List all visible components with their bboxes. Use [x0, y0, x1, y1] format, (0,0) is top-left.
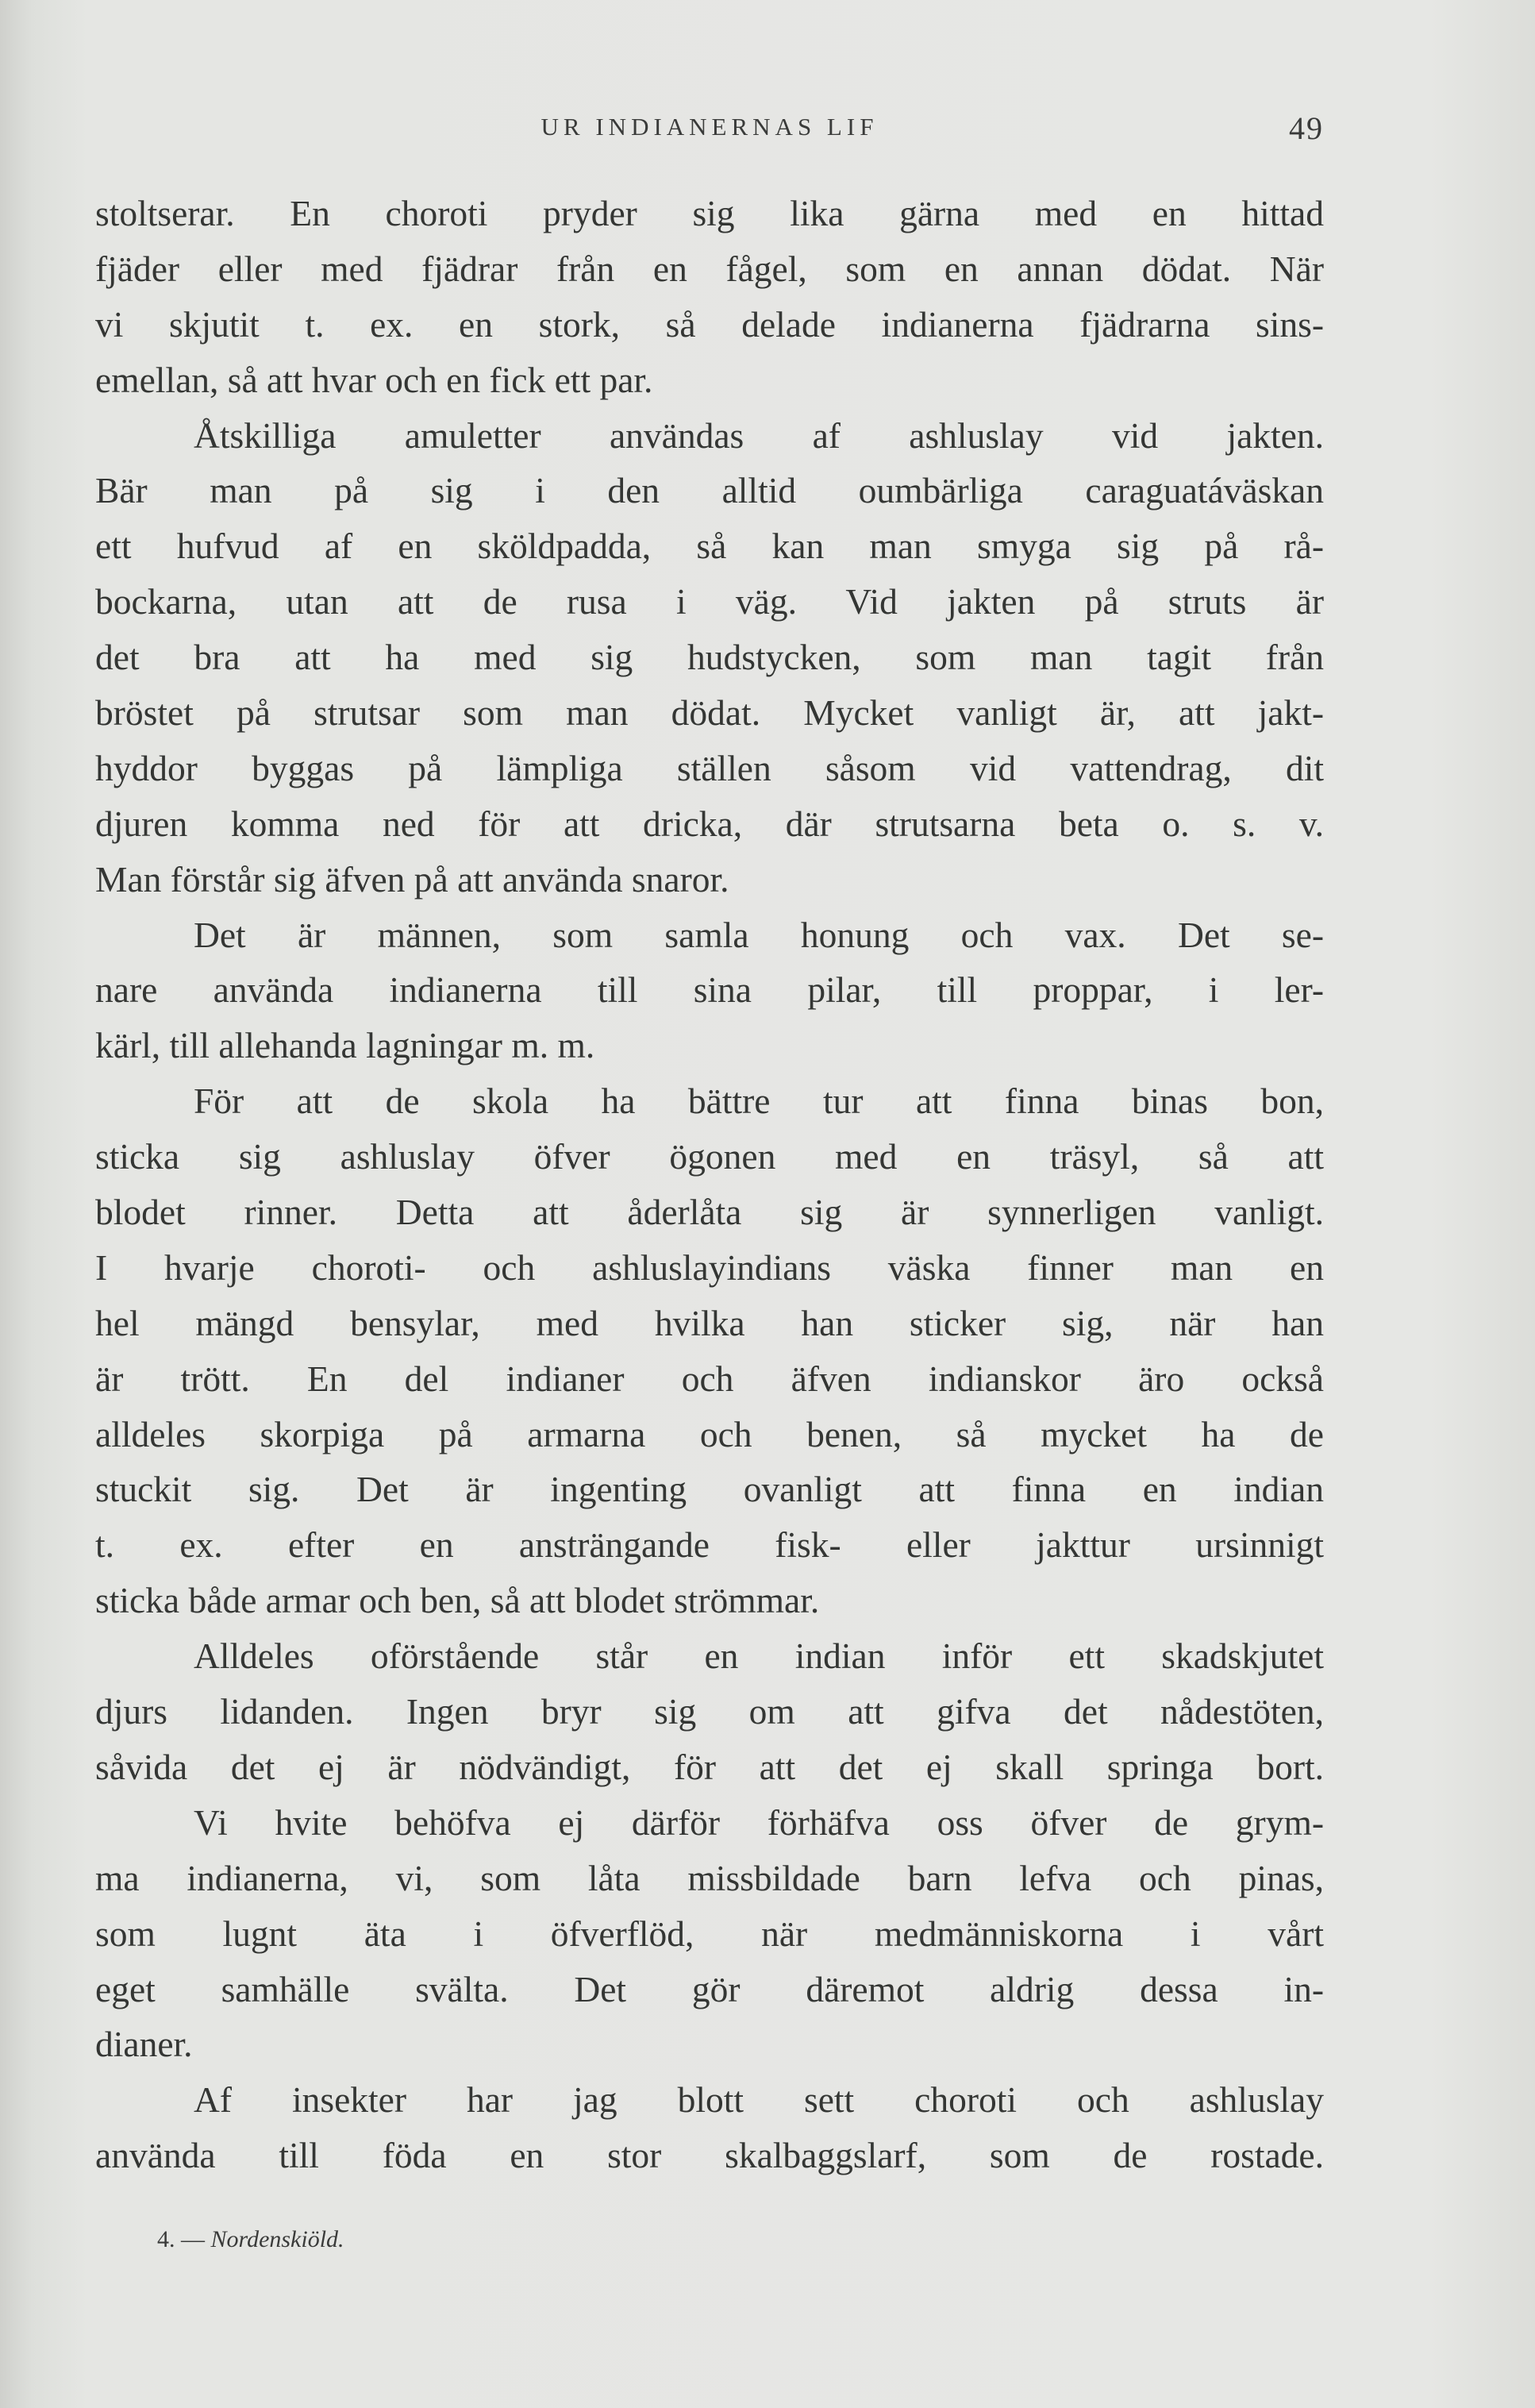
text-line: djuren komma ned för att dricka, där strutsarna beta o. s. v.	[95, 803, 1324, 844]
text-line: Åtskilliga amuletter användas af ashluslay vid jakten.	[194, 414, 1324, 456]
text-line: hyddor byggas på lämpliga ställen såsom vid vattendrag, dit	[95, 747, 1324, 788]
footer-author: Nordenskiöld.	[210, 2226, 344, 2252]
text-line: bockarna, utan att de rusa i väg. Vid jakten på struts är	[95, 581, 1324, 622]
text-line: För att de skola ha bättre tur att finna binas bon,	[194, 1081, 1324, 1122]
text-line: blodet rinner. Detta att åderlåta sig är synnerligen vanligt.	[95, 1192, 1324, 1233]
text-line: t. ex. efter en ansträngande fisk- eller jakttur ursinnigt	[95, 1524, 1324, 1566]
text-line: ma indianerna, vi, som låta missbildade barn lefva och pinas,	[95, 1857, 1324, 1898]
text-line: sticka sig ashluslay öfver ögonen med en träsyl, så att	[95, 1136, 1324, 1177]
text-line: bröstet på strutsar som man dödat. Mycket vanligt är, att jakt-	[95, 692, 1324, 734]
text-line: sticka både armar och ben, så att blodet strömmar.	[95, 1580, 820, 1621]
text-line: I hvarje choroti- och ashluslayindians väska finner man en	[95, 1246, 1324, 1288]
text-line: Det är männen, som samla honung och vax. Det se-	[194, 914, 1324, 955]
page-number: 49	[1289, 110, 1324, 146]
text-line: är trött. En del indianer och äfven indianskor äro också	[95, 1358, 1324, 1399]
text-line: emellan, så att hvar och en fick ett par.	[95, 359, 653, 400]
text-line: alldeles skorpiga på armarna och benen, så mycket ha de	[95, 1413, 1324, 1454]
page-footer	[157, 2226, 344, 2253]
text-line: djurs lidanden. Ingen bryr sig om att gifva det nådestöten,	[95, 1691, 1324, 1732]
text-line: stuckit sig. Det är ingenting ovanligt att finna en indian	[95, 1469, 1324, 1510]
text-line: kärl, till allehanda lagningar m. m.	[95, 1025, 595, 1066]
body-text	[95, 186, 1324, 2183]
text-line: det bra att ha med sig hudstycken, som man tagit från	[95, 637, 1324, 678]
signature-mark: 4. —	[157, 2226, 205, 2252]
text-line: ett hufvud af en sköldpadda, så kan man smyga sig på rå-	[95, 526, 1324, 567]
text-line: som lugnt äta i öfverflöd, när medmänniskorna i vårt	[95, 1913, 1324, 1954]
text-line: fjäder eller med fjädrar från en fågel, som en annan dödat. När	[95, 248, 1324, 289]
text-line: Af insekter har jag blott sett choroti och ashluslay	[194, 2079, 1324, 2121]
running-title: UR INDIANERNAS LIF	[541, 113, 879, 141]
text-line: hel mängd bensylar, med hvilka han sticker sig, när han	[95, 1302, 1324, 1343]
text-line: Man förstår sig äfven på att använda snaror.	[95, 858, 729, 900]
text-line: såvida det ej är nödvändigt, för att det ej skall springa bort.	[95, 1746, 1324, 1787]
text-line: dianer.	[95, 2024, 193, 2065]
text-line: vi skjutit t. ex. en stork, så delade indianerna fjädrarna sins-	[95, 303, 1324, 345]
text-line: eget samhälle svälta. Det gör däremot aldrig dessa in-	[95, 1968, 1324, 2009]
text-line: Bär man på sig i den alltid oumbärliga caraguatáväskan	[95, 470, 1324, 511]
text-line: Alldeles oförstående står en indian inför ett skadskjutet	[194, 1636, 1324, 1677]
text-line: stoltserar. En choroti pryder sig lika gärna med en hittad	[95, 193, 1324, 233]
page-header	[95, 110, 1324, 157]
text-line: nare använda indianerna till sina pilar, till proppar, i ler-	[95, 969, 1324, 1011]
text-line: använda till föda en stor skalbaggslarf, som de rostade.	[95, 2135, 1324, 2176]
text-line: Vi hvite behöfva ej därför förhäfva oss öfver de grym-	[194, 1801, 1324, 1843]
